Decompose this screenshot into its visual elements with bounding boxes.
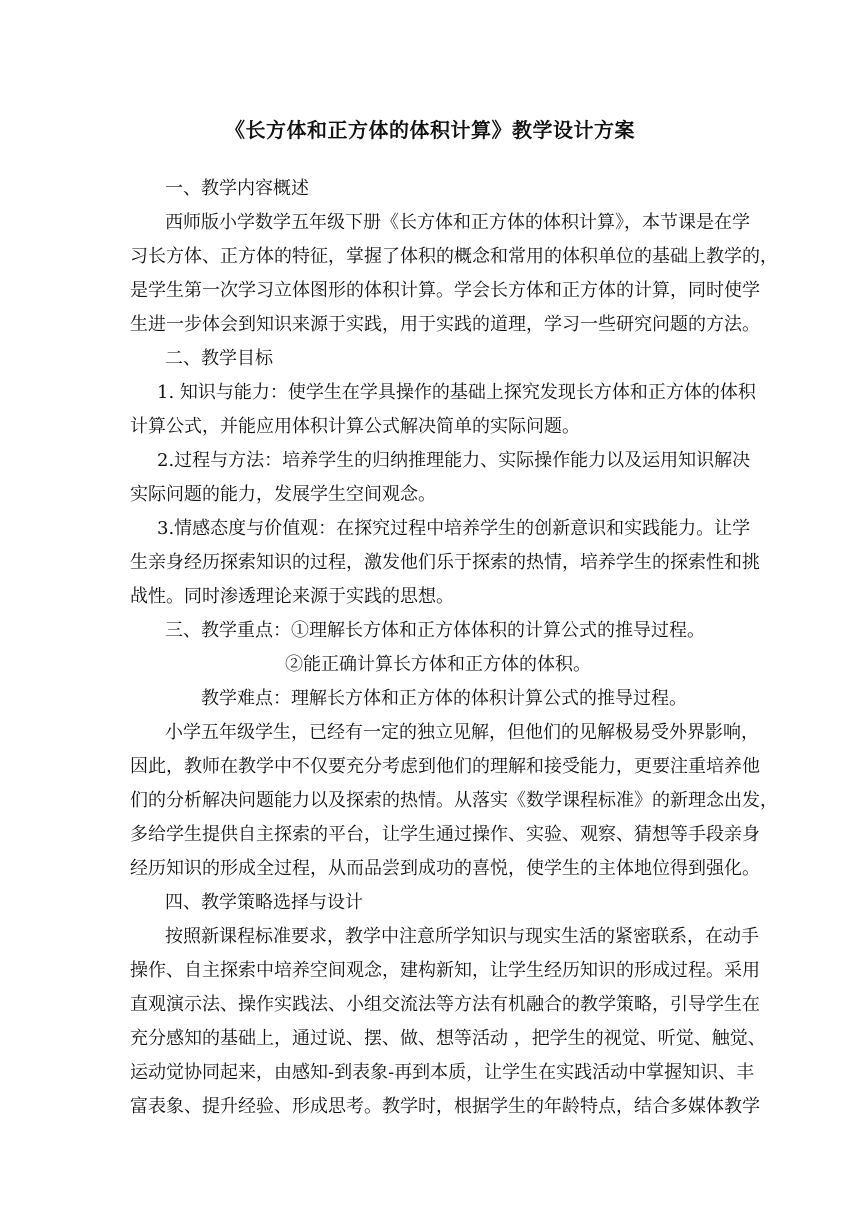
- paragraph-line: 生进一步体会到知识来源于实践，用于实践的道理，学习一些研究问题的方法。: [130, 314, 760, 335]
- heading-key-points: 三、教学重点：①理解长方体和正方体体积的计算公式的推导过程。: [165, 620, 705, 641]
- paragraph-line: 3.情感态度与价值观：在探究过程中培养学生的创新意识和实践能力。让学: [157, 518, 751, 539]
- paragraph-line: 2.过程与方法：培养学生的归纳推理能力、实际操作能力以及运用知识解决: [157, 450, 751, 471]
- paragraph-line: 因此，教师在教学中不仅要充分考虑到他们的理解和接受能力，更要注重培养他: [130, 756, 760, 777]
- paragraph-line: 西师版小学数学五年级下册《长方体和正方体的体积计算》，本节课是在学: [165, 212, 750, 233]
- paragraph-line: 计算公式，并能应用体积计算公式解决简单的实际问题。: [130, 416, 580, 437]
- heading-teaching-goals: 二、教学目标: [165, 348, 273, 369]
- paragraph-line: 按照新课程标准要求，教学中注意所学知识与现实生活的紧密联系，在动手: [165, 926, 759, 947]
- paragraph-line: 富表象、提升经验、形成思考。教学时，根据学生的年龄特点，结合多媒体教学: [130, 1096, 760, 1117]
- paragraph-line: 直观演示法、操作实践法、小组交流法等方法有机融合的教学策略，引导学生在: [130, 994, 760, 1015]
- difficulty-line: 教学难点：理解长方体和正方体的体积计算公式的推导过程。: [201, 688, 687, 709]
- document-title: 《长方体和正方体的体积计算》教学设计方案: [225, 118, 635, 142]
- heading-strategy: 四、教学策略选择与设计: [165, 892, 363, 913]
- paragraph-line: 战性。同时渗透理论来源于实践的思想。: [130, 586, 454, 607]
- heading-content-overview: 一、教学内容概述: [165, 178, 309, 199]
- paragraph-line: 小学五年级学生，已经有一定的独立见解，但他们的见解极易受外界影响，: [165, 722, 759, 743]
- paragraph-line: 1. 知识与能力：使学生在学具操作的基础上探究发现长方体和正方体的体积: [157, 382, 756, 403]
- paragraph-line: 经历知识的形成全过程，从而品尝到成功的喜悦，使学生的主体地位得到强化。: [130, 858, 760, 879]
- paragraph-line: 操作、自主探索中培养空间观念，建构新知，让学生经历知识的形成过程。采用: [130, 960, 760, 981]
- paragraph-line: 们的分析解决问题能力以及探索的热情。从落实《数学课程标准》的新理念出发，: [130, 790, 778, 811]
- paragraph-line: 习长方体、正方体的特征，掌握了体积的概念和常用的体积单位的基础上教学的，: [130, 246, 778, 267]
- key-point-item: ②能正确计算长方体和正方体的体积。: [285, 654, 591, 675]
- paragraph-line: 运动觉协同起来，由感知-到表象-再到本质，让学生在实践活动中掌握知识、丰: [130, 1062, 755, 1083]
- paragraph-line: 是学生第一次学习立体图形的体积计算。学会长方体和正方体的计算，同时使学: [130, 280, 760, 301]
- paragraph-line: 充分感知的基础上，通过说、摆、做、想等活动 ，把学生的视觉、听觉、触觉、: [130, 1028, 766, 1049]
- paragraph-line: 实际问题的能力，发展学生空间观念。: [130, 484, 436, 505]
- paragraph-line: 多给学生提供自主探索的平台，让学生通过操作、实验、观察、猜想等手段亲身: [130, 824, 760, 845]
- paragraph-line: 生亲身经历探索知识的过程，激发他们乐于探索的热情，培养学生的探索性和挑: [130, 552, 760, 573]
